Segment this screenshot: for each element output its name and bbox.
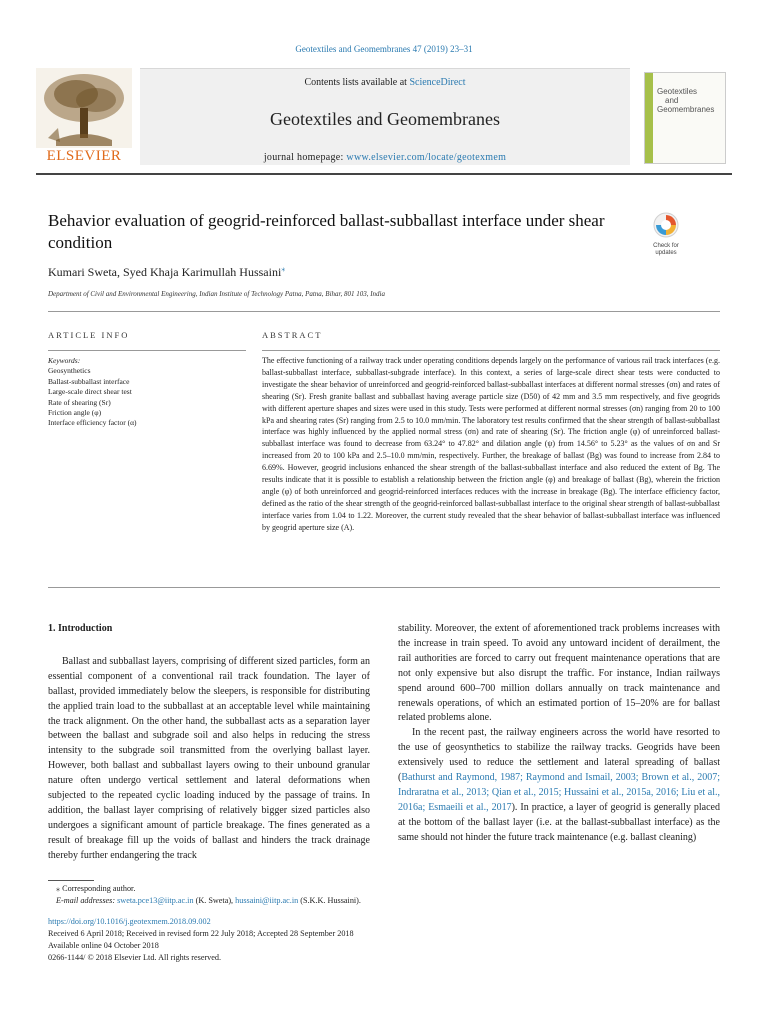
body-paragraph: Ballast and subballast layers, comprising of different sized particles, form an essential component of a conventional rail track foundation. The layer of ballast, provided immediately below the sleepers, is responsible for distributing the applied train load to the subballast at an acceptable level while maintaining the track alignment. On the other hand, the subballast acts as a separation layer between the ballast and subgrade soil and also helps in reducing the stress intensity to the subgrade soil transmitted from the overlying ballast layer. However, both ballast and subballast layers owing to their unbound granular nature often undergo vertical settlement and lateral deformations when subjected to the repeated cyclic loading induced by the passage of trains. In addition, the ballast layer comprising of relatively bigger sized particles also undergoes a significant amount of particle breakage. The fines generated as a result of breakage fill up the voids of ballast and hinders the track drainage thereby further endangering the track bbox=[48, 655, 370, 861]
keyword-item: Large-scale direct shear test bbox=[48, 387, 132, 397]
email-line bbox=[48, 895, 708, 907]
citation-links[interactable]: Bathurst and Raymond, 1987; Raymond and Ismail, 2003; Brown et al., 2007; Indraratna et al., 2013; Qian et al., 2015; Hussaini et al., 2015a, 2016; Liu et al., 2016a; Esmaeili et al., 2017 bbox=[398, 772, 720, 813]
crossmark-badge[interactable] bbox=[642, 212, 690, 257]
authors-names: Kumari Sweta, Syed Khaja Karimullah Hussaini bbox=[48, 265, 282, 279]
footnote bbox=[48, 883, 708, 907]
keywords-block bbox=[48, 356, 248, 429]
article-info-rule bbox=[48, 350, 246, 351]
doi-link[interactable]: https://doi.org/10.1016/j.geotexmem.2018.09.002 bbox=[48, 917, 211, 926]
corresponding-author-mark[interactable]: ⁎ bbox=[281, 264, 286, 273]
journal-header-box bbox=[140, 68, 630, 165]
keyword-item: Friction angle (φ) bbox=[48, 408, 102, 418]
section-heading-introduction: 1. Introduction bbox=[48, 623, 113, 634]
cover-title-line: Geomembranes bbox=[657, 105, 715, 114]
author-list bbox=[48, 264, 285, 280]
keyword-item: Rate of shearing (Sr) bbox=[48, 397, 111, 407]
homepage-prefix: journal homepage: bbox=[263, 152, 347, 163]
contents-line bbox=[140, 77, 630, 88]
cover-title-line: Geotextiles bbox=[657, 87, 698, 96]
body-paragraph bbox=[398, 726, 720, 845]
elsevier-tree-logo bbox=[36, 68, 132, 164]
footnote-rule bbox=[48, 880, 94, 881]
paragraph-text: ). In practice, a layer of geogrid is generally placed at the bottom of the ballast layer (i.e. at the ballast-subballast interface) as the same should not hinder the future track maintenance (e.g. ballast cleaning) bbox=[398, 801, 720, 843]
email-link-sweta[interactable]: sweta.pce13@iitp.ac.in bbox=[117, 896, 194, 905]
keyword-item: Interface efficiency factor (α) bbox=[48, 418, 137, 428]
corresponding-author-note: ⁎ Corresponding author. bbox=[56, 884, 136, 893]
abstract-rule bbox=[262, 350, 720, 351]
journal-reference[interactable]: Geotextiles and Geomembranes 47 (2019) 23–31 bbox=[295, 44, 473, 54]
crossmark-icon bbox=[653, 212, 679, 238]
journal-homepage-link[interactable]: www.elsevier.com/locate/geotexmem bbox=[346, 152, 507, 163]
email-link-hussaini[interactable]: hussaini@iitp.ac.in bbox=[235, 896, 299, 905]
crossmark-label: Check for bbox=[653, 243, 679, 249]
email-label: E-mail addresses: bbox=[56, 896, 118, 905]
keyword-item: Geosynthetics bbox=[48, 366, 91, 376]
contents-prefix: Contents lists available at bbox=[304, 77, 410, 88]
received-dates: Received 6 April 2018; Received in revised form 22 July 2018; Accepted 28 September 2018 bbox=[48, 929, 354, 938]
article-title: Behavior evaluation of geogrid-reinforced ballast-subballast interface under shear condition bbox=[48, 211, 605, 252]
journal-cover-thumbnail[interactable] bbox=[644, 72, 726, 164]
journal-masthead bbox=[36, 68, 732, 166]
paragraph-text: In the recent past, the railway engineers across the world have resorted to the use of geosynthetics to stabilize the railway tracks. Geogrids have been extensively used to reduce the settlement and lateral spreading of ballast ( bbox=[398, 727, 720, 784]
body-column-left bbox=[48, 622, 370, 864]
body-column-right bbox=[398, 622, 720, 846]
email-owner: (K. Sweta), bbox=[193, 896, 236, 905]
keywords-heading: Keywords: bbox=[48, 356, 81, 365]
body-paragraph: stability. Moreover, the extent of aforementioned track problems increases with the increase in train speed. To avoid any untoward incident of derailment, the rail authorities are forced to carry out frequent maintenance operations that are not only expensive but also disrupt the traffic. For instance, Indian railways spend around 600–700 million dollars annually on track maintenance and renewals operations, of which an estimated portion of 15–20% are for ballast related problems alone. bbox=[398, 623, 720, 724]
email-owner: (S.K.K. Hussaini). bbox=[298, 896, 361, 905]
article-metadata bbox=[48, 916, 708, 964]
cover-title-line: and bbox=[665, 96, 679, 105]
affiliation: Department of Civil and Environmental Engineering, Indian Institute of Technology Patna, Patna, Bihar, 801 103, India bbox=[48, 290, 386, 298]
crossmark-label: updates bbox=[655, 250, 677, 256]
article-info-heading: ARTICLE INFO bbox=[48, 330, 130, 340]
abstract-heading: ABSTRACT bbox=[262, 330, 323, 340]
cover-band bbox=[645, 73, 653, 163]
journal-homepage-line bbox=[140, 152, 630, 163]
keyword-item: Ballast-subballast interface bbox=[48, 376, 130, 386]
copyright-notice: 0266-1144/ © 2018 Elsevier Ltd. All rights reserved. bbox=[48, 953, 222, 962]
header-rule bbox=[36, 173, 732, 175]
sciencedirect-link[interactable]: ScienceDirect bbox=[409, 77, 466, 88]
abstract-text: The effective functioning of a railway track under operating conditions depends largely on the performance of various rail track interfaces (e.g. ballast-subballast interface, subballast-subgrade interface). In this context, a series of large-scale direct shear tests were conducted to investigate the shear behavior of unreinforced and geogrid-reinforced ballast-subballast interfaces at different normal stresses (σn) and rates of shearing (Sr). Fresh granite ballast and subballast having average particle size (D50) of 42 mm and 3.5 mm respectively, and five geogrids with different aperture shapes and sizes were used in this study. Tests were performed at different normal stresses (σn) ranging from 20 to 100 kPa and shearing rates (Sr) ranging from 2.5 to 10.0 mm/min. The laboratory test results confirmed that the shear strength of ballast-subballast interface was highly influenced by the applied normal stress (σn) and rate of shearing (Sr). The friction angle (φ) of unreinforced ballast-subballast interface was found to decrease from 63.24° to 47.82° and dilation angle (ψ) from 14.56° to 5.23° as the values of σn and Sr increased from 20 to 100 kPa and 2.5–10.0 mm/min, respectively. Further, the breakage of ballast (Bg) was found to increase from 2.84 to 6.69%. However, geogrid inclusions enhanced the shear strength of the ballast-subballast interface and also reduced the extent of Bg. The results indicate that it is possible to establish a relationship between the friction angle (φ) and breakage of ballast (Bg), wherein the friction angle (φ) of both unreinforced and geogrid-reinforced interfaces reduces with the increase in breakage (Bg). The interface efficiency factor, defined as the ratio of the shear strength of the geogrid-reinforced ballast-subballast interface to the original shear strength of ballast-subballast interface varies from 1.04 to 1.22. Moreover, the current study revealed that the shear behavior of ballast-subballast interface was influenced by geogrid aperture size (A). bbox=[262, 356, 720, 532]
cover-title bbox=[657, 87, 714, 114]
publisher-name: ELSEVIER bbox=[46, 148, 122, 164]
available-online: Available online 04 October 2018 bbox=[48, 941, 159, 950]
abstract-bottom-rule bbox=[48, 587, 720, 588]
section-rule bbox=[48, 311, 720, 312]
journal-title[interactable]: Geotextiles and Geomembranes bbox=[270, 109, 500, 129]
